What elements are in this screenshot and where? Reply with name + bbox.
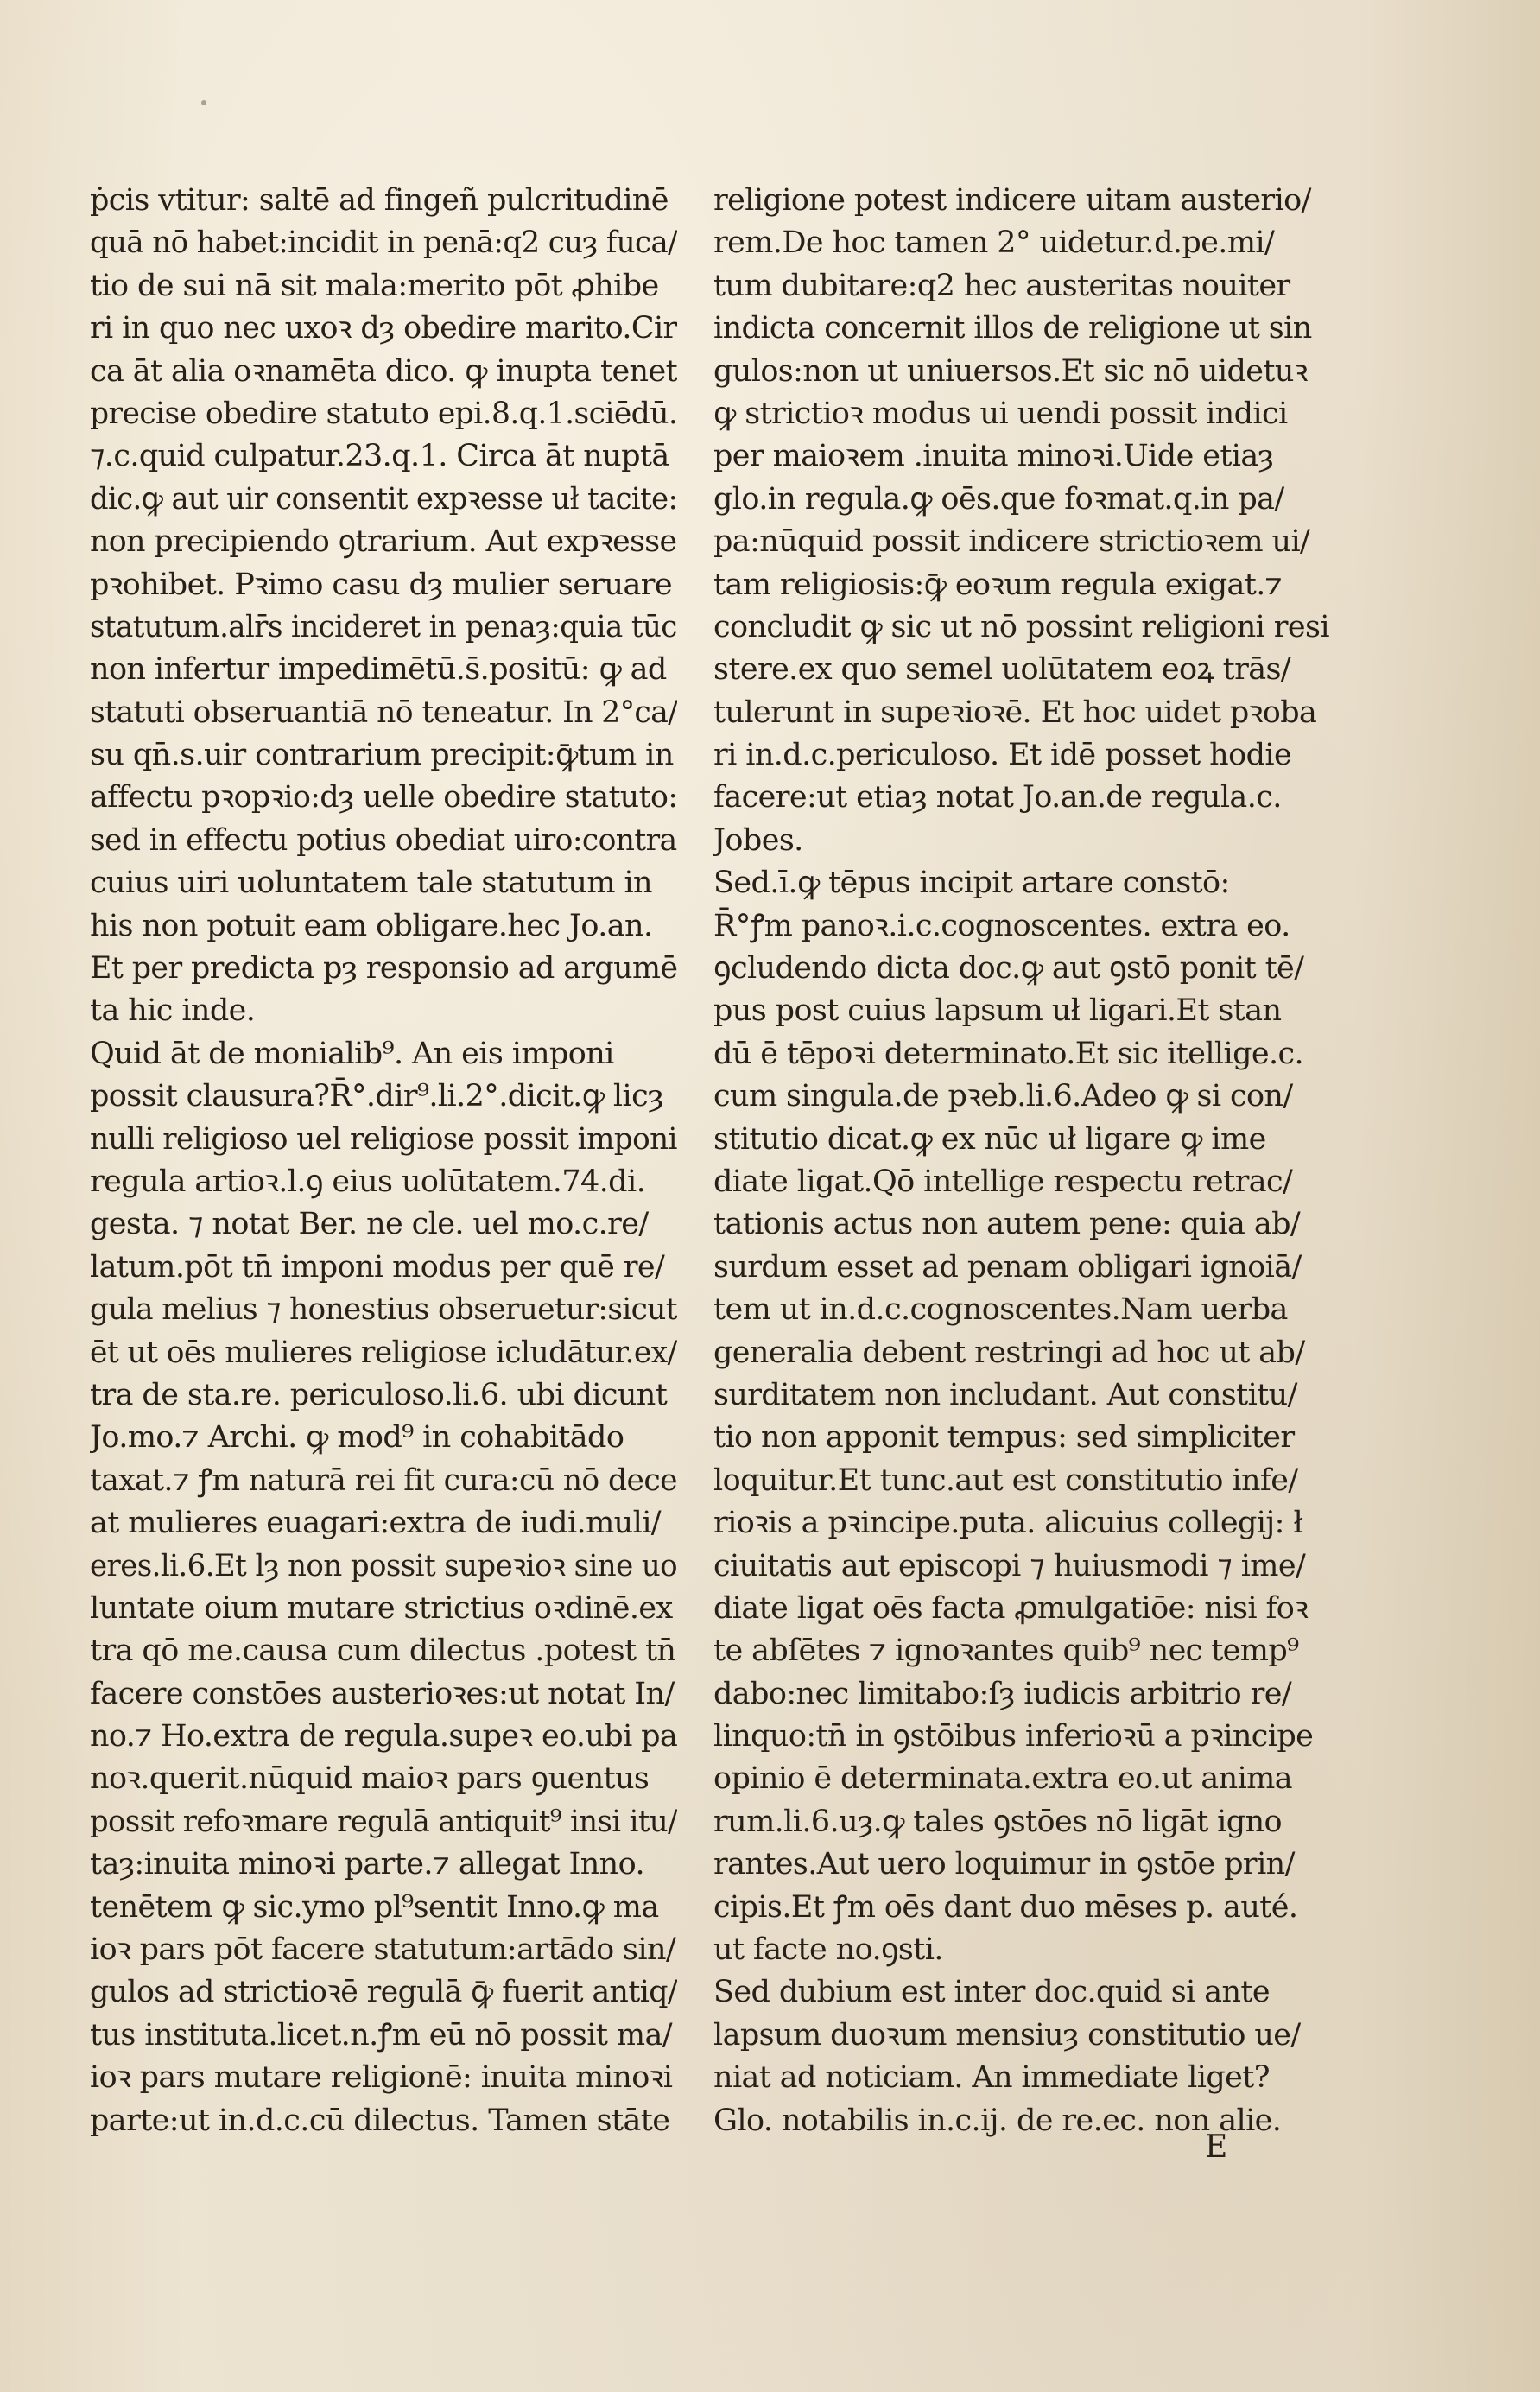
text-line: Et per predicta pȝ responsio ad argumē <box>90 951 677 987</box>
text-line: possit refoꝛmare regulā antiquit⁹ insi itu/ <box>90 1804 677 1839</box>
text-line: regula artioꝛ.l.ꝯ eius uolūtatem.74.di. <box>90 1164 646 1199</box>
text-line: ṗcis vtitur: saltē ad fingeñ pulcritudinē <box>90 183 669 218</box>
text-line: parte:ut in.d.c.cū dilectus. Tamen stāte <box>90 2103 670 2138</box>
text-line: affectu pꝛopꝛio:dȝ uelle obedire statuto: <box>90 780 677 815</box>
text-line: gula melius ⁊ honestius obseruetur:sicut <box>90 1292 677 1328</box>
text-line: his non potuit eam obligare.hec Jo.an. <box>90 908 653 943</box>
text-line: noꝛ.querit.nūquid maioꝛ pars ꝯuentus <box>90 1761 650 1797</box>
text-line: ciuitatis aut episcopi ⁊ huiusmodi ⁊ ime/ <box>713 1548 1306 1583</box>
text-line: Sed dubium est inter doc.quid si ante <box>713 1975 1270 2010</box>
text-line: concludit ꝙ sic ut nō possint religioni resi <box>713 609 1329 644</box>
text-line: ca āt alia oꝛnamēta dico. ꝙ inupta tenet <box>90 353 677 389</box>
ink-speck <box>201 100 206 105</box>
text-line: rum.li.6.uȝ.ꝙ tales ꝯstōes nō ligāt igno <box>713 1804 1282 1839</box>
text-line: rem.De hoc tamen 2° uidetur.d.pe.mi/ <box>713 225 1275 261</box>
text-line: gulos ad strictioꝛē regulā ꝙ̄ fuerit antiq/ <box>90 1975 677 2010</box>
text-line: taȝ:inuita minoꝛi parte.⁊ allegat Inno. <box>90 1847 644 1882</box>
text-line: lapsum duoꝛum mensiuȝ constitutio ue/ <box>713 2017 1301 2053</box>
text-line: tationis actus non autem pene: quia ab/ <box>713 1207 1301 1242</box>
text-line: cipis.Et ꝭm oēs dant duo mēses p. auté. <box>713 1889 1298 1925</box>
text-line: opinio ē determinata.extra eo.ut anima <box>713 1761 1293 1797</box>
text-line: diate ligat oēs facta ꝓmulgatiōe: nisi foꝛ <box>713 1590 1309 1626</box>
text-line: ri in quo nec uxoꝛ dȝ obedire marito.Cir <box>90 311 677 346</box>
text-line: dic.ꝙ aut uir consentit expꝛesse uł tacite: <box>90 481 678 517</box>
text-line: tio non apponit tempus: sed simpliciter <box>713 1420 1295 1456</box>
text-line: facere constōes austerioꝛes:ut notat In/ <box>90 1676 675 1711</box>
text-line: no.⁊ Ho.extra de regula.supeꝛ eo.ubi pa <box>90 1719 677 1754</box>
text-line: at mulieres euagari:extra de iudi.muli/ <box>90 1506 661 1541</box>
text-line: ioꝛ pars pōt facere statutum:artādo sin/ <box>90 1932 676 1968</box>
text-line: cuius uiri uoluntatem tale statutum in <box>90 866 652 901</box>
text-line: gesta. ⁊ notat Ber. ne cle. uel mo.c.re/ <box>90 1207 649 1242</box>
text-line: surditatem non includant. Aut constitu/ <box>713 1377 1297 1412</box>
text-line: tenētem ꝙ sic.ymo pl⁹sentit Inno.ꝙ ma <box>90 1889 659 1925</box>
text-line: per maioꝛem .inuita minoꝛi.Uide etiaȝ <box>713 439 1274 474</box>
text-line: su qn̄.s.uir contrarium precipit:ꝙ̄tum in <box>90 738 674 773</box>
text-line: tam religiosis:ꝙ̄ eoꝛum regula exigat.⁊ <box>713 567 1283 602</box>
text-line: statuti obseruantiā nō teneatur. In 2°ca/ <box>90 695 678 730</box>
text-line: Quid āt de monialib⁹. An eis imponi <box>90 1036 614 1071</box>
text-line: non infertur impedimētū.s̄.positū: ꝙ ad <box>90 652 667 688</box>
text-line: loquitur.Et tunc.aut est constitutio infe/ <box>713 1462 1298 1498</box>
text-line: dabo:nec limitabo:ſȝ iudicis arbitrio re/ <box>713 1676 1292 1711</box>
text-line: religione potest indicere uitam austerio/ <box>713 183 1311 218</box>
text-line: tio de sui nā sit mala:merito pōt ꝓhibe <box>90 268 659 303</box>
text-line: pa:nūquid possit indicere strictioꝛem ui/ <box>713 524 1310 560</box>
text-line: facere:ut etiaȝ notat Jo.an.de regula.c. <box>713 780 1282 815</box>
text-line: ri in.d.c.periculoso. Et idē posset hodie <box>713 738 1292 773</box>
text-line: rantes.Aut uero loquimur in ꝯstōe prin/ <box>713 1847 1295 1882</box>
text-line: eres.li.6.Et lȝ non possit supeꝛioꝛ sine uo <box>90 1548 677 1583</box>
text-line: quā nō habet:incidit in penā:q2 cuȝ fuca/ <box>90 225 677 261</box>
text-line: ꝙ strictioꝛ modus ui uendi possit indici <box>713 396 1288 431</box>
text-line: taxat.⁊ ꝭm naturā rei fit cura:cū nō dece <box>90 1462 677 1498</box>
text-line: tulerunt in supeꝛioꝛē. Et hoc uidet pꝛoba <box>713 695 1317 730</box>
text-line: luntate oium mutare strictius oꝛdinē.ex <box>90 1590 673 1626</box>
text-line: R̄°ꝭm panoꝛ.i.c.cognoscentes. extra eo. <box>713 908 1290 943</box>
text-line: te abſētes ⁊ ignoꝛantes quib⁹ nec temp⁹ <box>713 1634 1299 1669</box>
catchword: E <box>1205 2129 1228 2165</box>
text-line: dū ē tēpoꝛi determinato.Et sic itellige.c. <box>713 1036 1304 1071</box>
text-line: possit clausura?R̄°.dir⁹.li.2°.dicit.ꝙ licȝ <box>90 1079 663 1114</box>
text-line: surdum esset ad penam obligari ignoiā/ <box>713 1249 1302 1285</box>
text-line: tra de sta.re. periculoso.li.6. ubi dicunt <box>90 1377 668 1412</box>
text-line: pus post cuius lapsum uł ligari.Et stan <box>713 993 1282 1029</box>
text-line: Jo.mo.⁊ Archi. ꝙ mod⁹ in cohabitādo <box>90 1420 624 1456</box>
text-line: sed in effectu potius obediat uiro:contra <box>90 822 677 858</box>
left-text-column <box>90 180 677 2142</box>
text-line: nulli religioso uel religiose possit imponi <box>90 1121 677 1157</box>
text-line: ut facte no.ꝯsti. <box>713 1932 943 1968</box>
text-line: cum singula.de pꝛeb.li.6.Adeo ꝙ si con/ <box>713 1079 1293 1114</box>
right-text-column <box>713 180 1348 2142</box>
text-line: Glo. notabilis in.c.ij. de re.ec. non alie. <box>713 2103 1282 2138</box>
text-line: precise obedire statuto epi.8.q.1.sciēdū. <box>90 396 677 431</box>
text-line: Jobes. <box>713 822 803 858</box>
text-line: rioꝛis a pꝛincipe.puta. alicuius collegij: ł <box>713 1506 1303 1541</box>
text-line: gulos:non ut uniuersos.Et sic nō uidetuꝛ <box>713 353 1308 389</box>
text-line: stitutio dicat.ꝙ ex nūc uł ligare ꝙ ime <box>713 1121 1266 1157</box>
text-line: tra qō me.causa cum dilectus .potest tn̄ <box>90 1634 676 1669</box>
text-line: tem ut in.d.c.cognoscentes.Nam uerba <box>713 1292 1288 1328</box>
text-line: tus instituta.licet.n.ꝭm eū nō possit ma/ <box>90 2017 672 2053</box>
text-line: indicta concernit illos de religione ut sin <box>713 311 1312 346</box>
text-line: linquo:tn̄ in ꝯstōibus inferioꝛū a pꝛincipe <box>713 1719 1314 1754</box>
text-line: diate ligat.Qō intellige respectu retrac/ <box>713 1164 1293 1199</box>
text-line: ꝯcludendo dicta doc.ꝙ aut ꝯstō ponit tē/ <box>713 951 1304 987</box>
text-line: niat ad noticiam. An immediate liget? <box>713 2060 1270 2096</box>
text-line: ⁊.c.quid culpatur.23.q.1. Circa āt nuptā <box>90 439 669 474</box>
text-line: ta hic inde. <box>90 993 256 1029</box>
text-line: latum.pōt tn̄ imponi modus per quē re/ <box>90 1249 665 1285</box>
text-line: tum dubitare:q2 hec austeritas nouiter <box>713 268 1290 303</box>
text-line: generalia debent restringi ad hoc ut ab/ <box>713 1335 1305 1370</box>
text-line: glo.in regula.ꝙ oēs.que foꝛmat.q.in pa/ <box>713 481 1284 517</box>
text-line: ioꝛ pars mutare religionē: inuita minoꝛi <box>90 2060 673 2096</box>
text-line: stere.ex quo semel uolūtatem eoꝝ trās/ <box>713 652 1291 688</box>
text-line: statutum.alr̄s incideret in penaȝ:quia tūc <box>90 609 677 644</box>
text-line: ēt ut oēs mulieres religiose icludātur.ex/ <box>90 1335 677 1370</box>
text-line: pꝛohibet. Pꝛimo casu dȝ mulier seruare <box>90 567 672 602</box>
text-line: Sed.ī.ꝙ tēpus incipit artare constō: <box>713 866 1230 901</box>
text-line: non precipiendo ꝯtrarium. Aut expꝛesse <box>90 524 677 560</box>
